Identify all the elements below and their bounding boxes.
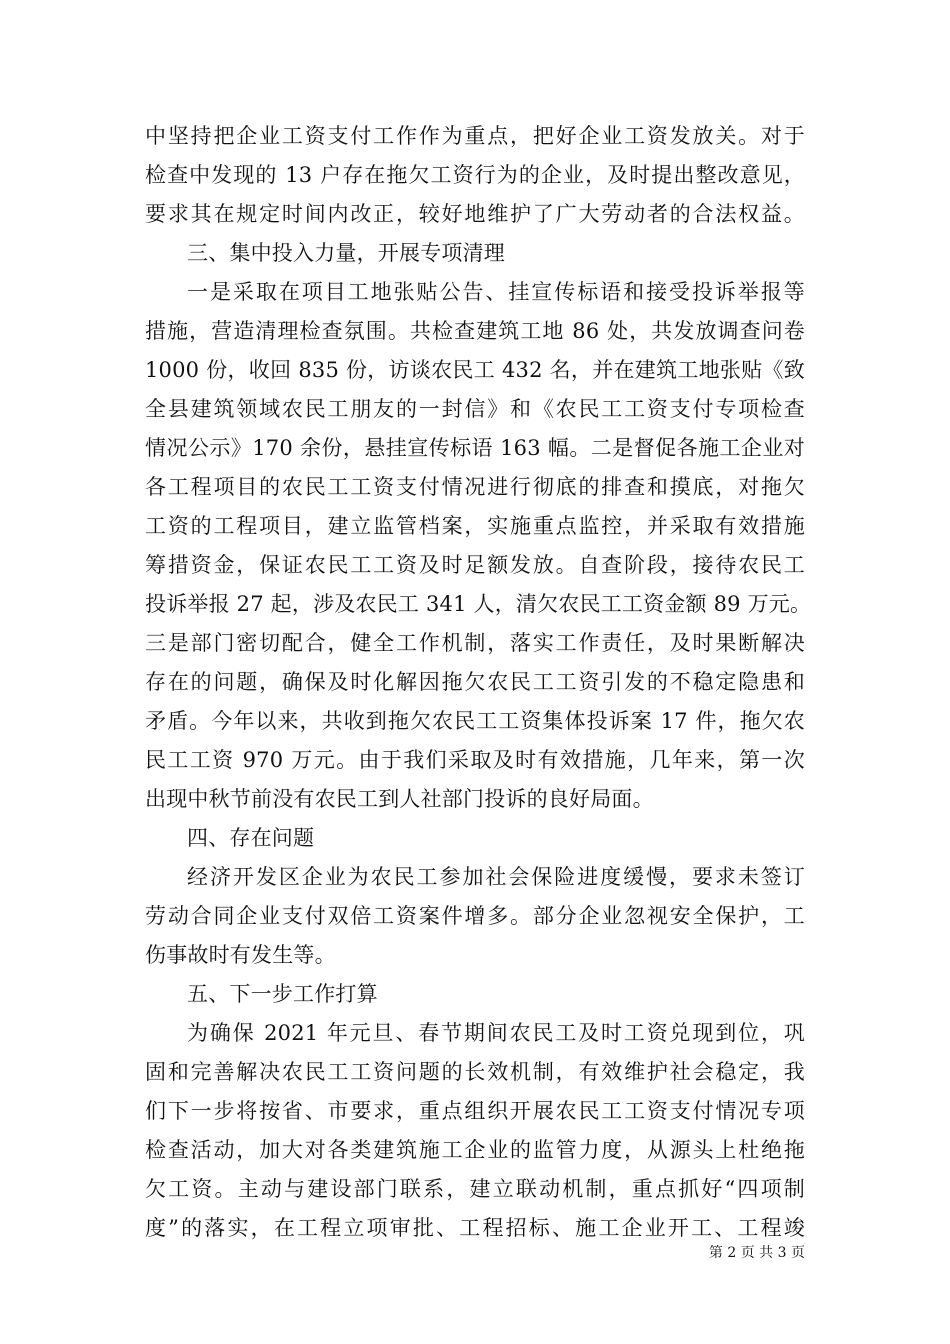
body-line-10: 各工程项目的农民工工资支付情况进行彻底的排查和摸底，对拖欠	[145, 475, 805, 499]
body-line-12: 筹措资金，保证农民工工资及时足额发放。自查阶段，接待农民工	[145, 553, 805, 577]
body-line-16: 矛盾。今年以来，共收到拖欠农民工工资集体投诉案 17 件，拖欠农	[145, 709, 805, 733]
body-line-27: 检查活动，加大对各类建筑施工企业的监管力度，从源头上杜绝拖	[145, 1138, 805, 1162]
section-heading-3: 三、集中投入力量，开展专项清理	[187, 241, 505, 265]
body-line-7: 1000 份，收回 835 份，访谈农民工 432 名，并在建筑工地张贴《致	[145, 358, 805, 382]
page-number-footer: 第 2 页 共 3 页	[708, 1245, 805, 1261]
body-line-18: 出现中秋节前没有农民工到人社部门投诉的良好局面。	[145, 787, 654, 811]
body-line-13: 投诉举报 27 起，涉及农民工 341 人，清欠农民工工资金额 89 万元。	[145, 592, 812, 616]
body-line-24: 为确保 2021 年元旦、春节期间农民工及时工资兑现到位，巩	[187, 1021, 805, 1045]
body-line-1: 中坚持把企业工资支付工作作为重点，把好企业工资发放关。对于	[145, 124, 805, 148]
body-line-15: 存在的问题，确保及时化解因拖欠农民工工资引发的不稳定隐患和	[145, 670, 805, 694]
body-line-21: 劳动合同企业支付双倍工资案件增多。部分企业忽视安全保护，工	[145, 904, 805, 928]
body-line-22: 伤事故时有发生等。	[145, 943, 336, 967]
body-line-25: 固和完善解决农民工工资问题的长效机制，有效维护社会稳定，我	[145, 1060, 805, 1084]
body-line-2: 检查中发现的 13 户存在拖欠工资行为的企业，及时提出整改意见，	[145, 163, 805, 187]
body-line-20: 经济开发区企业为农民工参加社会保险进度缓慢，要求未签订	[187, 865, 805, 889]
body-line-5: 一是采取在项目工地张贴公告、挂宣传标语和接受投诉举报等	[187, 280, 805, 304]
body-line-17: 民工工资 970 万元。由于我们采取及时有效措施，几年来，第一次	[145, 748, 805, 772]
section-heading-4: 四、存在问题	[187, 826, 315, 850]
body-line-14: 三是部门密切配合，健全工作机制，落实工作责任，及时果断解决	[145, 631, 805, 655]
body-line-11: 工资的工程项目，建立监管档案，实施重点监控，并采取有效措施	[145, 514, 805, 538]
body-line-29: 度”的落实，在工程立项审批、工程招标、施工企业开工、工程竣	[145, 1216, 805, 1240]
body-line-28: 欠工资。主动与建设部门联系，建立联动机制，重点抓好“四项制	[145, 1177, 805, 1201]
document-body	[145, 117, 812, 1248]
section-heading-5: 五、下一步工作打算	[187, 982, 378, 1006]
body-line-3: 要求其在规定时间内改正，较好地维护了广大劳动者的合法权益。	[145, 202, 805, 226]
body-line-9: 情况公示》170 余份，悬挂宣传标语 163 幅。二是督促各施工企业对	[145, 436, 805, 460]
body-line-8: 全县建筑领域农民工朋友的一封信》和《农民工工资支付专项检查	[145, 397, 805, 421]
body-line-26: 们下一步将按省、市要求，重点组织开展农民工工资支付情况专项	[145, 1099, 805, 1123]
body-line-6: 措施，营造清理检查氛围。共检查建筑工地 86 处，共发放调查问卷	[145, 319, 805, 343]
